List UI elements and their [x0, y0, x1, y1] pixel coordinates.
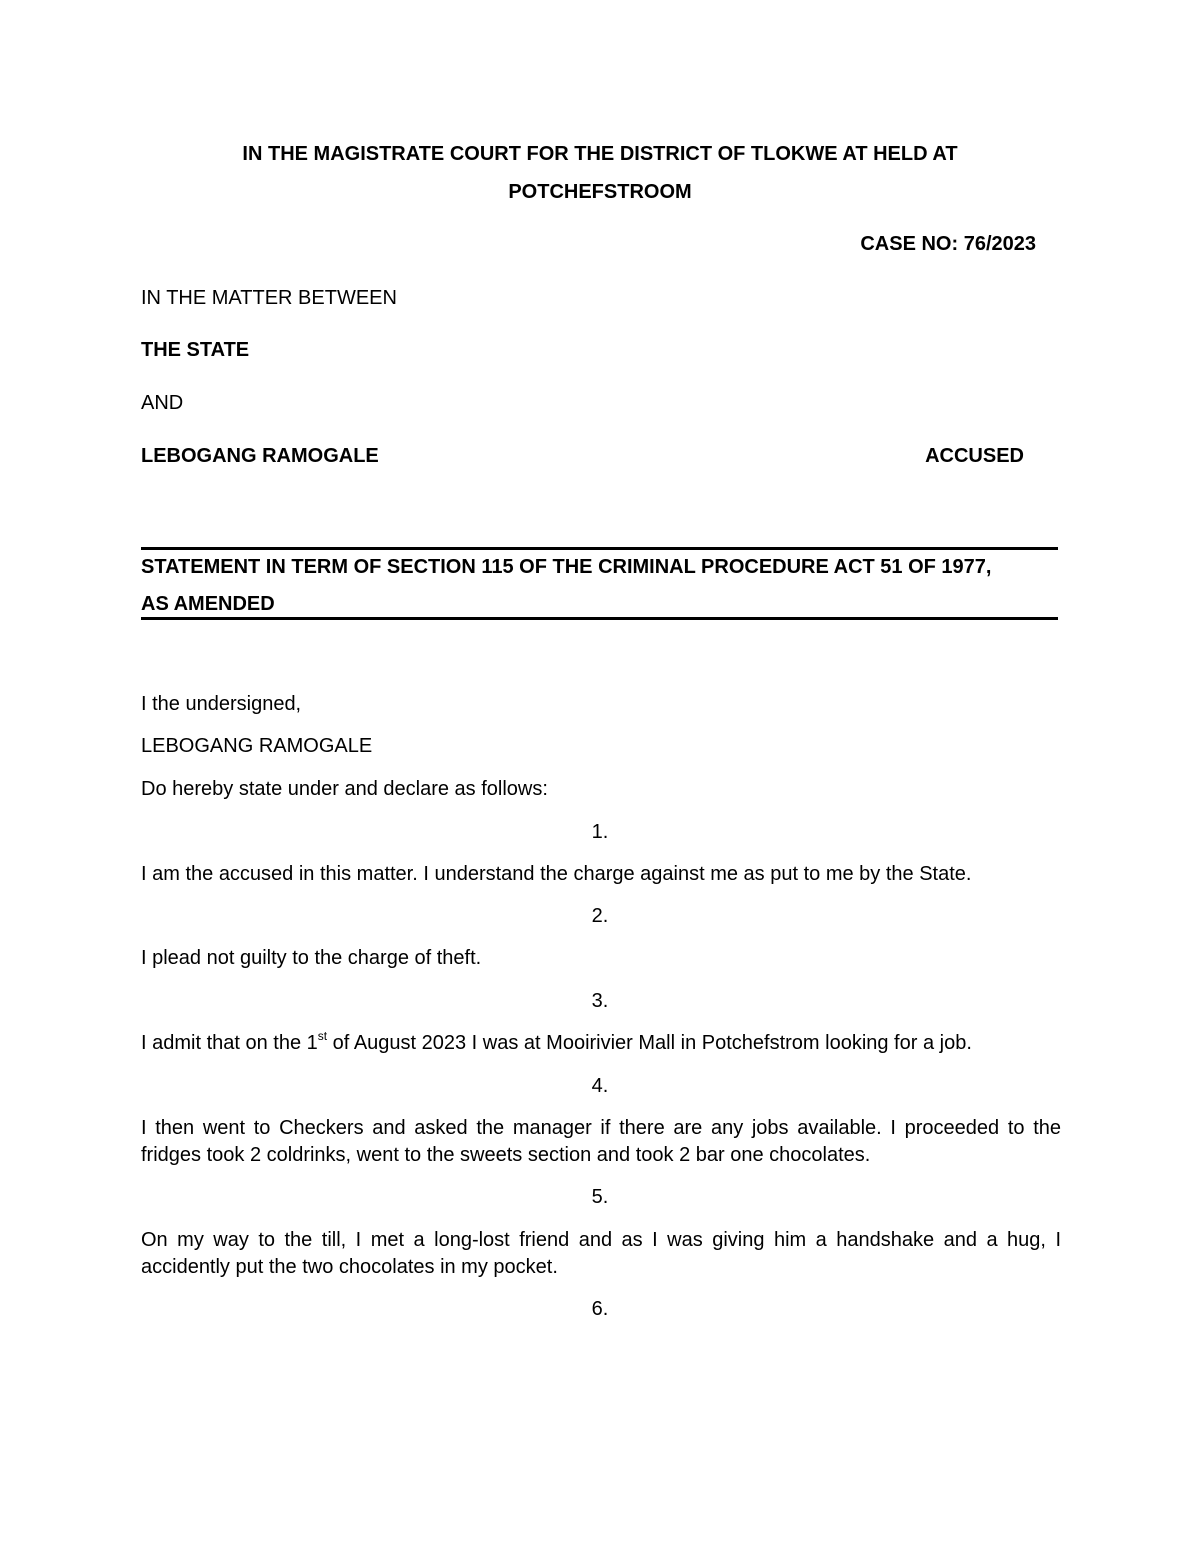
paragraph-3-text-after: of August 2023 I was at Mooirivier Mall in Potchefstrom looking for a job. [327, 1032, 972, 1054]
paragraph-number-3: 3. [591, 990, 609, 1012]
paragraph-number-6: 6. [591, 1298, 609, 1320]
paragraph-text-5: On my way to the till, I met a long-lost friend and as I was giving him a handshake and a hug, I accidently put the two chocolates in my pocket. [141, 1229, 1061, 1278]
paragraph-text-3 [141, 1030, 1061, 1057]
and-label: AND [141, 392, 184, 414]
accused-name: LEBOGANG RAMOGALE [141, 445, 379, 467]
paragraph-number-2: 2. [591, 905, 609, 927]
case-number: CASE NO: 76/2023 [860, 233, 1036, 255]
paragraph-number-1: 1. [591, 821, 609, 843]
paragraph-text-2: I plead not guilty to the charge of theft. [141, 947, 482, 969]
paragraph-number-5: 5. [591, 1186, 609, 1208]
intro-name: LEBOGANG RAMOGALE [141, 735, 373, 757]
ordinal-superscript: st [317, 1029, 328, 1043]
statement-title-line-2: AS AMENDED [141, 593, 275, 615]
paragraph-text-4: I then went to Checkers and asked the manager if there are any jobs available. I proceeded to the fridges took 2 coldrinks, went to the sweets section and took 2 bar one chocolates. [141, 1117, 1061, 1166]
paragraph-number-4: 4. [591, 1075, 609, 1097]
intro-undersigned: I the undersigned, [141, 693, 302, 715]
matter-between-label: IN THE MATTER BETWEEN [141, 287, 397, 309]
statement-title-line-1: STATEMENT IN TERM OF SECTION 115 OF THE CRIMINAL PROCEDURE ACT 51 OF 1977, [141, 556, 992, 578]
paragraph-text-1: I am the accused in this matter. I understand the charge against me as put to me by the State. [141, 863, 972, 885]
paragraph-3-text-before: I admit that on the 1 [141, 1032, 318, 1054]
party-the-state: THE STATE [141, 339, 250, 361]
statement-title-bottom-rule [141, 617, 1058, 620]
court-heading-line-2: POTCHEFSTROOM [508, 181, 692, 203]
intro-declaration: Do hereby state under and declare as follows: [141, 778, 548, 800]
court-heading-line-1: IN THE MAGISTRATE COURT FOR THE DISTRICT OF TLOKWE AT HELD AT [242, 143, 958, 165]
accused-role-label: ACCUSED [925, 445, 1024, 467]
statement-title-top-rule [141, 547, 1058, 550]
